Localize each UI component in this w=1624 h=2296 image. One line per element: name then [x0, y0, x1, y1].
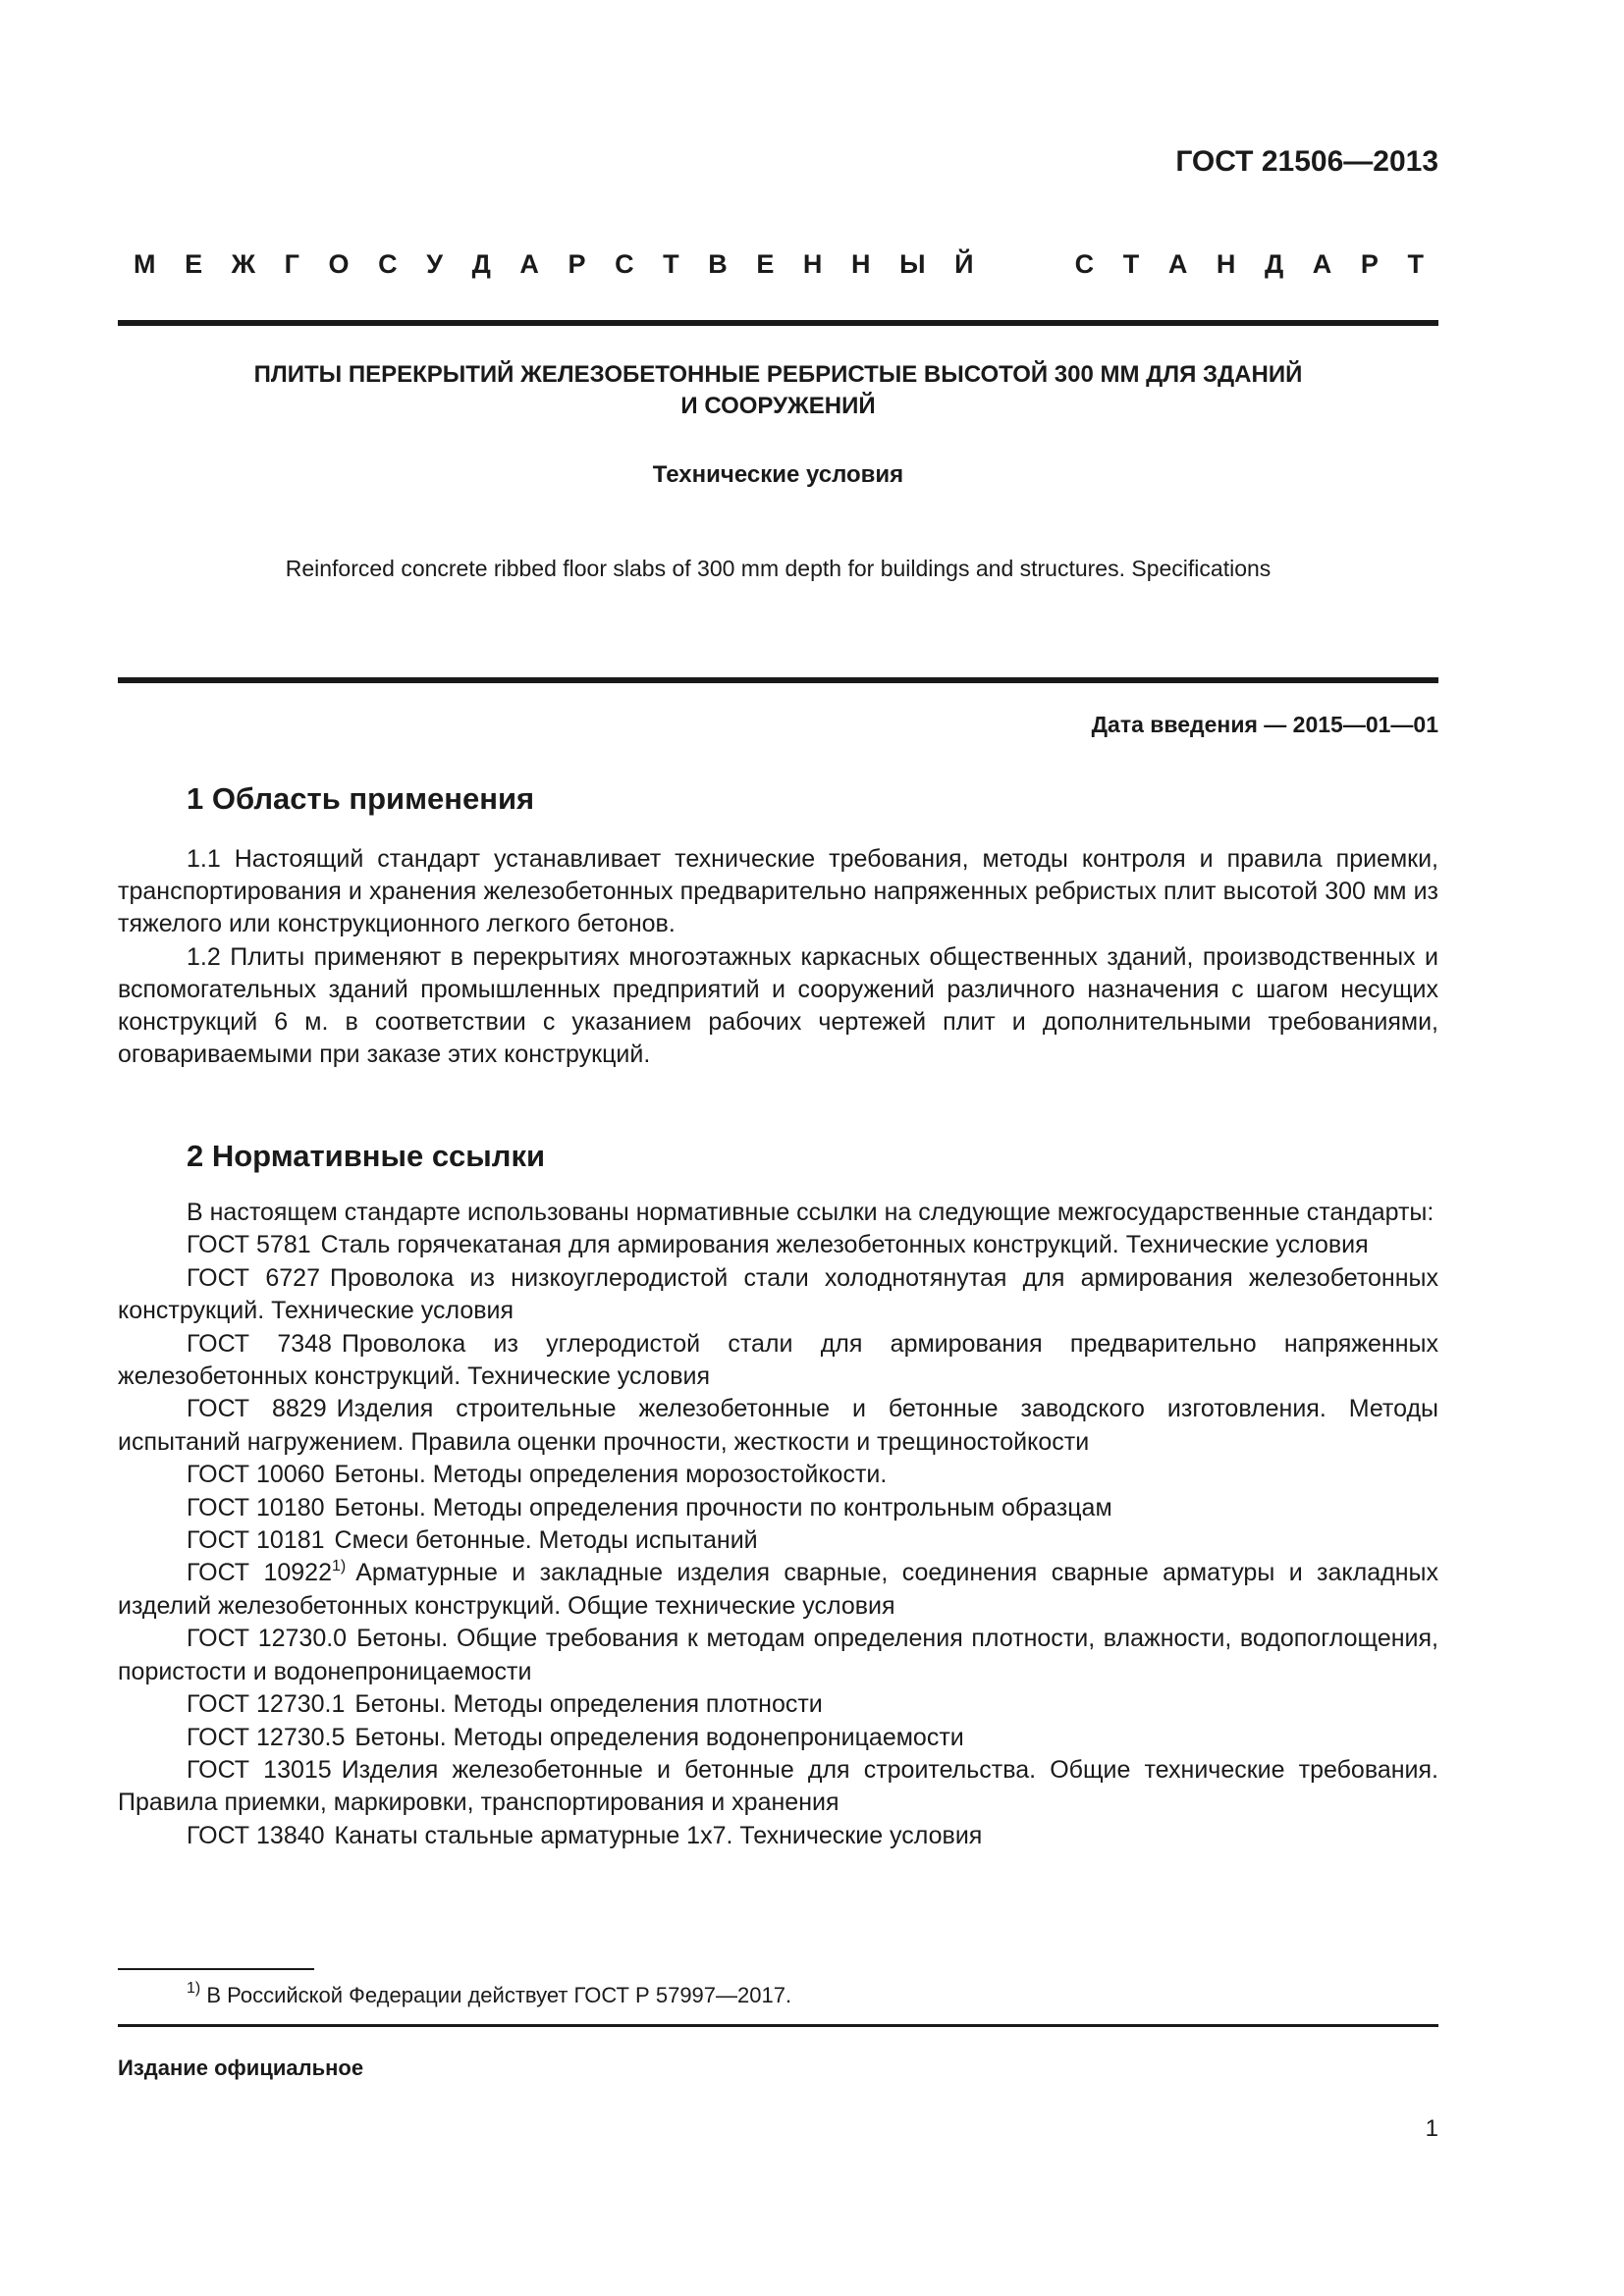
banner-letter: Ы — [899, 249, 926, 279]
banner-letter: Н — [851, 249, 871, 279]
reference-code — [187, 1756, 332, 1784]
reference-code — [187, 1494, 325, 1522]
title-rule — [118, 677, 1438, 683]
reference-item — [118, 1459, 1438, 1491]
footnote-mark: 1) — [187, 1980, 201, 1997]
reference-title: Изделия железобетонные и бетонные для строительства. Общие технические требования. Правила приемки, маркировки, транспортирования и хранения — [118, 1755, 1438, 1817]
reference-code-text: ГОСТ 13840 — [187, 1821, 325, 1849]
reference-item — [118, 1262, 1438, 1328]
banner-letter: С — [378, 249, 398, 279]
banner-letter: Е — [185, 249, 203, 279]
reference-code — [187, 1822, 325, 1849]
paragraph-1-2: 1.2 Плиты применяют в перекрытиях многоэтажных каркасных общественных зданий, производственных и вспомогательных зданий промышленных предприятий и сооружений различного назначения с шагом несущих конструкций 6 м. в соответствии с указанием рабочих чертежей плит и дополнительными требованиями, оговариваемыми при заказе этих конструкций. — [118, 943, 1438, 1068]
reference-code-text: ГОСТ 10181 — [187, 1526, 325, 1555]
reference-title: Проволока из низкоуглеродистой стали холоднотянутая для армирования железобетонных конструкций. Технические условия — [118, 1263, 1439, 1325]
banner-letter: В — [708, 249, 728, 279]
page-number: 1 — [1425, 2115, 1438, 2142]
banner-gap — [1002, 249, 1046, 280]
title-line-2: И СООРУЖЕНИЙ — [680, 393, 876, 419]
reference-title: Бетоны. Методы определения морозостойкости. — [334, 1461, 888, 1489]
banner-letter: С — [615, 249, 634, 279]
title-line-1: ПЛИТЫ ПЕРЕКРЫТИЙ ЖЕЛЕЗОБЕТОННЫЕ РЕБРИСТЫЕ ВЫСОТОЙ 300 ММ ДЛЯ ЗДАНИЙ — [253, 361, 1303, 388]
header-rule — [118, 320, 1438, 326]
reference-item — [118, 1328, 1438, 1394]
reference-code — [187, 1625, 347, 1652]
banner-letter: Д — [1264, 249, 1284, 279]
reference-code-text: ГОСТ 10180 — [187, 1493, 325, 1522]
banner-letter: Д — [471, 249, 491, 279]
paragraph-1-1: 1.1 Настоящий стандарт устанавливает технические требования, методы контроля и правила приемки, транспортирования и хранения железобетонных предварительно напряженных ребристых плит высотой 300 мм из тяжелого или конструкционного легкого бетонов. — [118, 845, 1438, 937]
reference-title: Арматурные и закладные изделия сварные, соединения сварные арматуры и закладных изделий железобетонных конструкций. Общие технические условия — [118, 1559, 1438, 1620]
banner-letter: Й — [954, 249, 974, 279]
reference-code — [187, 1231, 311, 1258]
footnote-text: В Российской Федерации действует ГОСТ Р 57997—2017. — [200, 1983, 792, 2007]
footnote — [187, 1980, 792, 2008]
reference-code-text: ГОСТ 6727 — [187, 1263, 320, 1292]
reference-title: Бетоны. Методы определения плотности — [354, 1690, 823, 1719]
banner-letter: А — [1167, 249, 1188, 279]
banner-letter: Т — [1122, 249, 1140, 279]
reference-code-text: ГОСТ 5781 — [187, 1231, 311, 1259]
banner-letter: Р — [1360, 249, 1379, 279]
banner-letter: О — [328, 249, 350, 279]
reference-code-text: ГОСТ 13015 — [187, 1755, 332, 1784]
reference-code-text: ГОСТ 10060 — [187, 1461, 325, 1489]
reference-code — [187, 1724, 345, 1751]
reference-code — [187, 1330, 332, 1358]
reference-item — [118, 1524, 1438, 1557]
references-intro: В настоящем стандарте использованы нормативные ссылки на следующие межгосударственные стандарты: — [187, 1199, 1435, 1226]
banner-letter: Т — [1407, 249, 1424, 279]
reference-code — [187, 1461, 325, 1488]
reference-code — [187, 1690, 345, 1718]
reference-code-text: ГОСТ 10922 — [187, 1559, 332, 1587]
reference-title: Бетоны. Методы определения водонепроницаемости — [354, 1723, 964, 1751]
reference-title: Бетоны. Общие требования к методам определения плотности, влажности, водопоглощения, пористости и водонепроницаемости — [118, 1625, 1439, 1685]
reference-title: Бетоны. Методы определения прочности по контрольным образцам — [334, 1493, 1112, 1522]
normative-references-list — [118, 1197, 1438, 1852]
reference-item — [118, 1820, 1438, 1852]
banner-letter: А — [1312, 249, 1332, 279]
reference-code-text: ГОСТ 12730.5 — [187, 1723, 346, 1751]
reference-title: Сталь горячекатаная для армирования железобетонных конструкций. Технические условия — [320, 1231, 1369, 1259]
reference-title: Канаты стальные арматурные 1х7. Технические условия — [334, 1821, 983, 1849]
banner-letter: У — [426, 249, 444, 279]
reference-code — [187, 1395, 327, 1422]
reference-code — [187, 1559, 346, 1586]
banner-letter: Н — [1216, 249, 1236, 279]
reference-code-text: ГОСТ 7348 — [187, 1329, 332, 1358]
reference-code — [187, 1264, 320, 1292]
banner-letter: Н — [802, 249, 823, 279]
banner-letter: Т — [663, 249, 679, 279]
document-title — [118, 359, 1438, 422]
reference-code-text: ГОСТ 8829 — [187, 1395, 327, 1423]
reference-item — [118, 1393, 1438, 1459]
reference-item — [118, 1722, 1438, 1754]
reference-title: Смеси бетонные. Методы испытаний — [334, 1526, 758, 1555]
banner-letter: Ж — [231, 249, 256, 279]
reference-item — [118, 1492, 1438, 1524]
reference-item — [118, 1754, 1438, 1820]
reference-item — [118, 1623, 1438, 1688]
reference-item — [118, 1688, 1438, 1721]
english-title: Reinforced concrete ribbed floor slabs of 300 mm depth for buildings and structures. Specifications — [285, 556, 1272, 581]
document-subtitle: Технические условия — [652, 461, 904, 488]
reference-code-text: ГОСТ 12730.0 — [187, 1625, 348, 1653]
section-1-heading: 1 Область применения — [187, 781, 535, 816]
reference-item — [118, 1557, 1438, 1623]
banner-letter: Е — [756, 249, 775, 279]
banner-letter: С — [1074, 249, 1095, 279]
reference-code-text: ГОСТ 12730.1 — [187, 1690, 346, 1719]
reference-item — [118, 1229, 1438, 1261]
reference-code — [187, 1526, 325, 1554]
reference-title: Изделия строительные железобетонные и бетонные заводского изготовления. Методы испытаний нагружением. Правила оценки прочности, жесткости и трещиностойкости — [118, 1395, 1439, 1456]
standard-number: ГОСТ 21506—2013 — [1175, 145, 1438, 178]
banner-letter: Р — [568, 249, 586, 279]
banner-letter: М — [134, 249, 156, 279]
introduction-date: Дата введения — 2015—01—01 — [1091, 712, 1438, 737]
footer-rule — [118, 2024, 1438, 2027]
banner-letter: А — [519, 249, 539, 279]
banner-letter: Г — [284, 249, 299, 279]
interstate-standard-banner — [134, 249, 1424, 280]
footnote-rule — [118, 1968, 314, 1970]
footnote-reference-mark: 1) — [332, 1558, 347, 1575]
section-2-heading: 2 Нормативные ссылки — [187, 1139, 546, 1173]
reference-title: Проволока из углеродистой стали для армирования предварительно напряженных железобетонных конструкций. Технические условия — [118, 1329, 1438, 1391]
official-edition-label: Издание официальное — [118, 2056, 364, 2080]
